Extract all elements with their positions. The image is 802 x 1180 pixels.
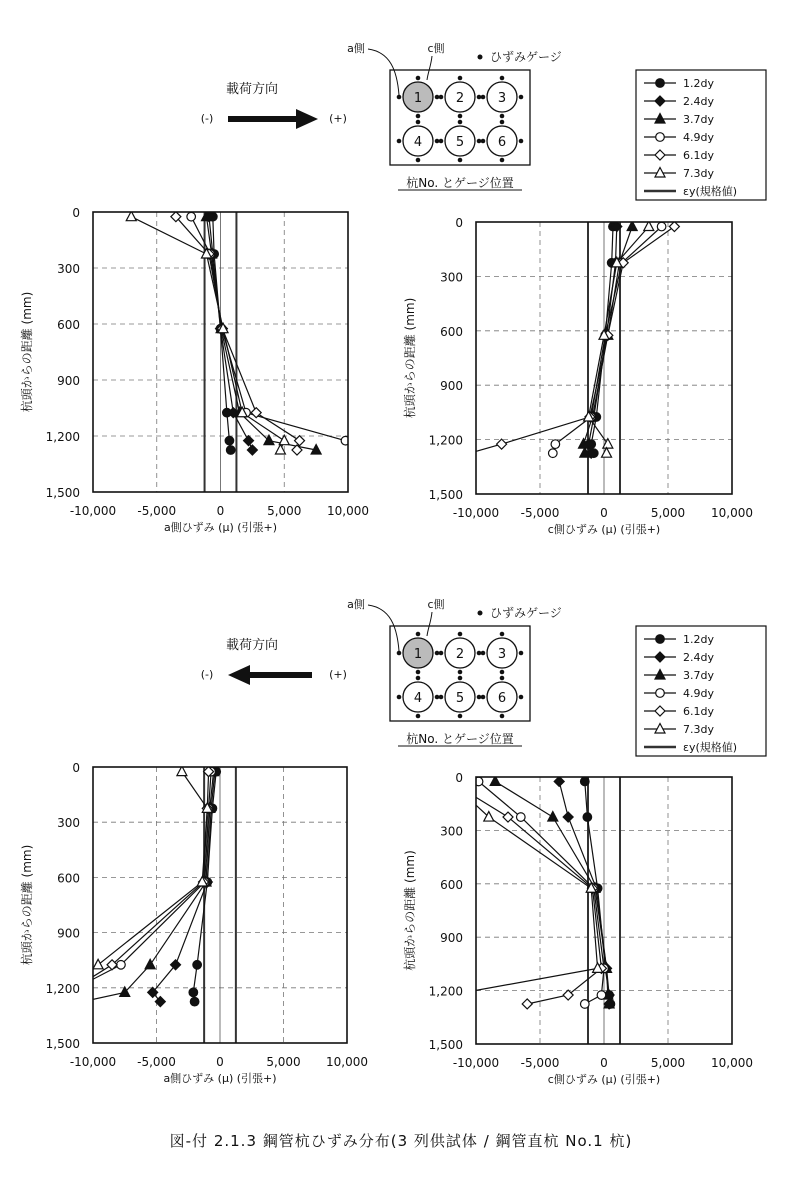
gauge-dot (416, 114, 421, 119)
legend-label: 7.3dy (683, 167, 714, 180)
pile-number: 5 (455, 135, 465, 150)
gauge-dot (439, 651, 444, 656)
data-point-2.4dy (563, 812, 573, 822)
legend-marker (656, 133, 665, 142)
pile-number: 1 (413, 91, 423, 106)
x-axis-label: a側ひずみ (μ) (引張+) (163, 1072, 277, 1085)
gauge-dot (458, 676, 463, 681)
gauge-dot (477, 651, 482, 656)
x-tick-label: 0 (600, 506, 608, 520)
legend-label: 4.9dy (683, 131, 714, 144)
data-point-1.2dy (581, 777, 590, 786)
x-tick-label: 10,000 (711, 1056, 753, 1070)
gauge-dot (435, 651, 440, 656)
legend (636, 626, 766, 756)
y-tick-label: 1,500 (45, 1037, 80, 1051)
arrow-icon (296, 109, 318, 129)
data-point-1.2dy (189, 988, 198, 997)
gauge-dot (500, 714, 505, 719)
x-tick-label: -5,000 (137, 1055, 176, 1069)
gauge-legend-dot (478, 611, 483, 616)
x-tick-label: 10,000 (327, 504, 369, 518)
gauge-dot (519, 651, 524, 656)
gauge-dot (435, 139, 440, 144)
gauge-dot (435, 695, 440, 700)
data-point-1.2dy (583, 813, 592, 822)
plus-label: (+) (329, 668, 347, 681)
chart-4 (402, 771, 753, 1086)
x-axis-label: c側ひずみ (μ) (引張+) (547, 1073, 661, 1086)
gauge-dot (458, 114, 463, 119)
data-point-6.1dy (497, 439, 507, 449)
gauge-dot (397, 651, 402, 656)
legend-marker (656, 689, 665, 698)
y-tick-label: 300 (440, 824, 463, 839)
legend-label: 6.1dy (683, 149, 714, 162)
data-point-1.2dy (226, 446, 235, 455)
gauge-dot (458, 158, 463, 163)
legend (636, 70, 766, 200)
data-point-1.2dy (193, 961, 202, 970)
data-point-4.9dy (581, 1000, 590, 1009)
data-point-6.1dy (295, 436, 305, 446)
gauge-dot (481, 95, 486, 100)
gauge-dot (458, 120, 463, 125)
data-point-6.1dy (465, 448, 475, 458)
pile-number: 5 (455, 691, 465, 706)
minus-label: (-) (200, 112, 214, 125)
series-line-6.1dy (470, 227, 675, 454)
pile-number: 2 (455, 647, 465, 662)
y-tick-label: 1,200 (428, 984, 463, 999)
gauge-dot (458, 76, 463, 81)
gauge-legend-label: ひずみゲージ (490, 50, 562, 64)
pile-number: 3 (497, 91, 507, 106)
y-tick-label: 1,500 (45, 486, 80, 500)
x-tick-label: -10,000 (452, 506, 500, 520)
legend-label: 2.4dy (683, 651, 714, 664)
chart-2 (402, 216, 753, 536)
legend-label: 3.7dy (683, 113, 714, 126)
y-tick-label: 300 (57, 816, 80, 831)
panel-header-1 (201, 41, 766, 200)
gauge-dot (458, 632, 463, 637)
gauge-dot (500, 76, 505, 81)
gauge-dot (500, 676, 505, 681)
data-point-7.3dy (279, 435, 289, 445)
load-direction-label: 載荷方向 (225, 638, 279, 653)
gauge-dot (519, 139, 524, 144)
legend-label: 4.9dy (683, 687, 714, 700)
x-axis-label: c側ひずみ (μ) (引張+) (547, 523, 661, 536)
data-point-4.9dy (551, 440, 560, 449)
y-axis-label: 杭頭からの距離 (mm) (20, 291, 34, 413)
x-tick-label: -5,000 (137, 504, 177, 518)
data-point-2.4dy (247, 445, 257, 455)
y-tick-label: 300 (57, 262, 80, 276)
arrow-icon (228, 665, 250, 685)
data-point-4.9dy (657, 222, 666, 231)
gauge-dot (397, 95, 402, 100)
x-tick-label: -10,000 (69, 504, 117, 518)
x-tick-label: -10,000 (452, 1056, 500, 1070)
data-point-4.9dy (117, 961, 126, 970)
gauge-dot (500, 120, 505, 125)
series-group (68, 766, 221, 1007)
x-tick-label: 10,000 (711, 506, 753, 520)
x-tick-label: 5,000 (266, 1055, 301, 1069)
x-tick-label: 0 (216, 504, 225, 518)
legend-label: εy(規格値) (683, 185, 738, 198)
gauge-dot (519, 95, 524, 100)
pile-number: 3 (497, 647, 507, 662)
gauge-dot (477, 95, 482, 100)
legend-label: 2.4dy (683, 95, 714, 108)
minus-label: (-) (200, 668, 214, 681)
x-tick-label: -10,000 (69, 1055, 117, 1069)
panel-header-2 (201, 597, 766, 756)
y-tick-label: 1,500 (428, 488, 463, 502)
gauge-dot (481, 695, 486, 700)
pile-number: 6 (497, 691, 507, 706)
y-tick-label: 300 (440, 270, 463, 285)
y-tick-label: 1,500 (428, 1038, 463, 1052)
gauge-dot (439, 695, 444, 700)
gauge-dot (481, 651, 486, 656)
gauge-legend-dot (478, 55, 483, 60)
data-point-7.3dy (93, 959, 103, 969)
gauge-a-label: a側 (347, 42, 365, 55)
gauge-dot (500, 670, 505, 675)
diagram-caption: 杭No. とゲージ位置 (406, 732, 514, 746)
gauge-dot (439, 95, 444, 100)
series-group (126, 211, 363, 455)
x-tick-label: 5,000 (650, 506, 686, 520)
gauge-dot (416, 76, 421, 81)
chart-3 (19, 761, 368, 1085)
legend-marker (656, 79, 665, 88)
gauge-dot (519, 695, 524, 700)
data-point-3.7dy (548, 812, 558, 822)
data-point-1.2dy (190, 997, 199, 1006)
pile-number: 4 (413, 135, 423, 150)
gauge-dot (416, 632, 421, 637)
y-tick-label: 600 (440, 324, 463, 339)
x-tick-label: -5,000 (520, 506, 560, 520)
x-axis-label: a側ひずみ (μ) (引張+) (163, 521, 278, 534)
x-tick-label: -5,000 (520, 1056, 560, 1070)
series-group (465, 221, 680, 458)
gauge-dot (435, 95, 440, 100)
y-axis-label: 杭頭からの距離 (mm) (403, 850, 417, 971)
data-point-4.9dy (517, 813, 526, 822)
legend-label: 1.2dy (683, 77, 714, 90)
y-axis-label: 杭頭からの距離 (mm) (403, 297, 417, 419)
series-line-4.9dy (68, 772, 212, 1002)
gauge-dot (439, 139, 444, 144)
data-point-6.1dy (669, 222, 679, 232)
data-point-1.2dy (225, 436, 234, 445)
legend-label: 3.7dy (683, 669, 714, 682)
legend-marker (656, 635, 665, 644)
legend-label: 7.3dy (683, 723, 714, 736)
gauge-dot (416, 120, 421, 125)
y-tick-label: 900 (440, 931, 463, 946)
gauge-dot (416, 714, 421, 719)
data-point-2.4dy (244, 436, 254, 446)
gauge-c-label: c側 (427, 598, 445, 611)
x-tick-label: 0 (600, 1056, 608, 1070)
legend-label: 6.1dy (683, 705, 714, 718)
gauge-dot (477, 139, 482, 144)
x-tick-label: 10,000 (326, 1055, 368, 1069)
data-point-6.1dy (522, 999, 532, 1009)
x-tick-label: 0 (216, 1055, 224, 1069)
y-tick-label: 900 (57, 926, 80, 941)
gauge-dot (481, 139, 486, 144)
pile-number: 6 (497, 135, 507, 150)
pile-number: 1 (413, 647, 423, 662)
pile-number: 4 (413, 691, 423, 706)
gauge-dot (397, 139, 402, 144)
y-tick-label: 600 (57, 318, 80, 332)
data-point-7.3dy (602, 448, 612, 458)
legend-label: 1.2dy (683, 633, 714, 646)
gauge-dot (500, 158, 505, 163)
gauge-c-label: c側 (427, 42, 445, 55)
gauge-dot (416, 676, 421, 681)
y-tick-label: 1,200 (45, 430, 80, 444)
y-tick-label: 0 (455, 216, 463, 230)
gauge-dot (397, 695, 402, 700)
plus-label: (+) (329, 112, 347, 125)
figure-caption: 図-付 2.1.3 鋼管杭ひずみ分布(3 列供試体 / 鋼管直杭 No.1 杭) (169, 1132, 633, 1150)
y-tick-label: 900 (57, 374, 80, 388)
gauge-dot (458, 670, 463, 675)
data-point-2.4dy (554, 776, 564, 786)
gauge-dot (500, 114, 505, 119)
legend-label: εy(規格値) (683, 741, 738, 754)
y-tick-label: 600 (440, 877, 463, 892)
y-tick-label: 900 (440, 379, 463, 394)
diagram-caption: 杭No. とゲージ位置 (406, 176, 514, 190)
gauge-a-label: a側 (347, 598, 365, 611)
x-tick-label: 5,000 (650, 1056, 686, 1070)
x-tick-label: 5,000 (267, 504, 302, 518)
pile-number: 2 (455, 91, 465, 106)
gauge-dot (477, 695, 482, 700)
y-axis-label: 杭頭からの距離 (mm) (20, 844, 34, 966)
series-line-6.1dy (450, 782, 601, 1005)
y-tick-label: 600 (57, 871, 80, 886)
data-point-4.9dy (187, 212, 196, 221)
y-tick-label: 0 (455, 771, 463, 785)
gauge-legend-label: ひずみゲージ (490, 606, 562, 620)
chart-1 (19, 206, 369, 534)
series-line-6.1dy (68, 772, 209, 1002)
y-tick-label: 0 (72, 761, 80, 775)
data-point-4.9dy (597, 991, 606, 1000)
y-tick-label: 0 (72, 206, 80, 220)
y-tick-label: 1,200 (45, 981, 80, 996)
gauge-dot (500, 632, 505, 637)
series-line-7.3dy (68, 772, 208, 1002)
y-tick-label: 1,200 (428, 433, 463, 448)
load-direction-label: 載荷方向 (225, 82, 279, 97)
gauge-dot (458, 714, 463, 719)
series-group (450, 776, 614, 1009)
gauge-dot (416, 158, 421, 163)
data-point-4.9dy (549, 449, 558, 458)
gauge-dot (416, 670, 421, 675)
